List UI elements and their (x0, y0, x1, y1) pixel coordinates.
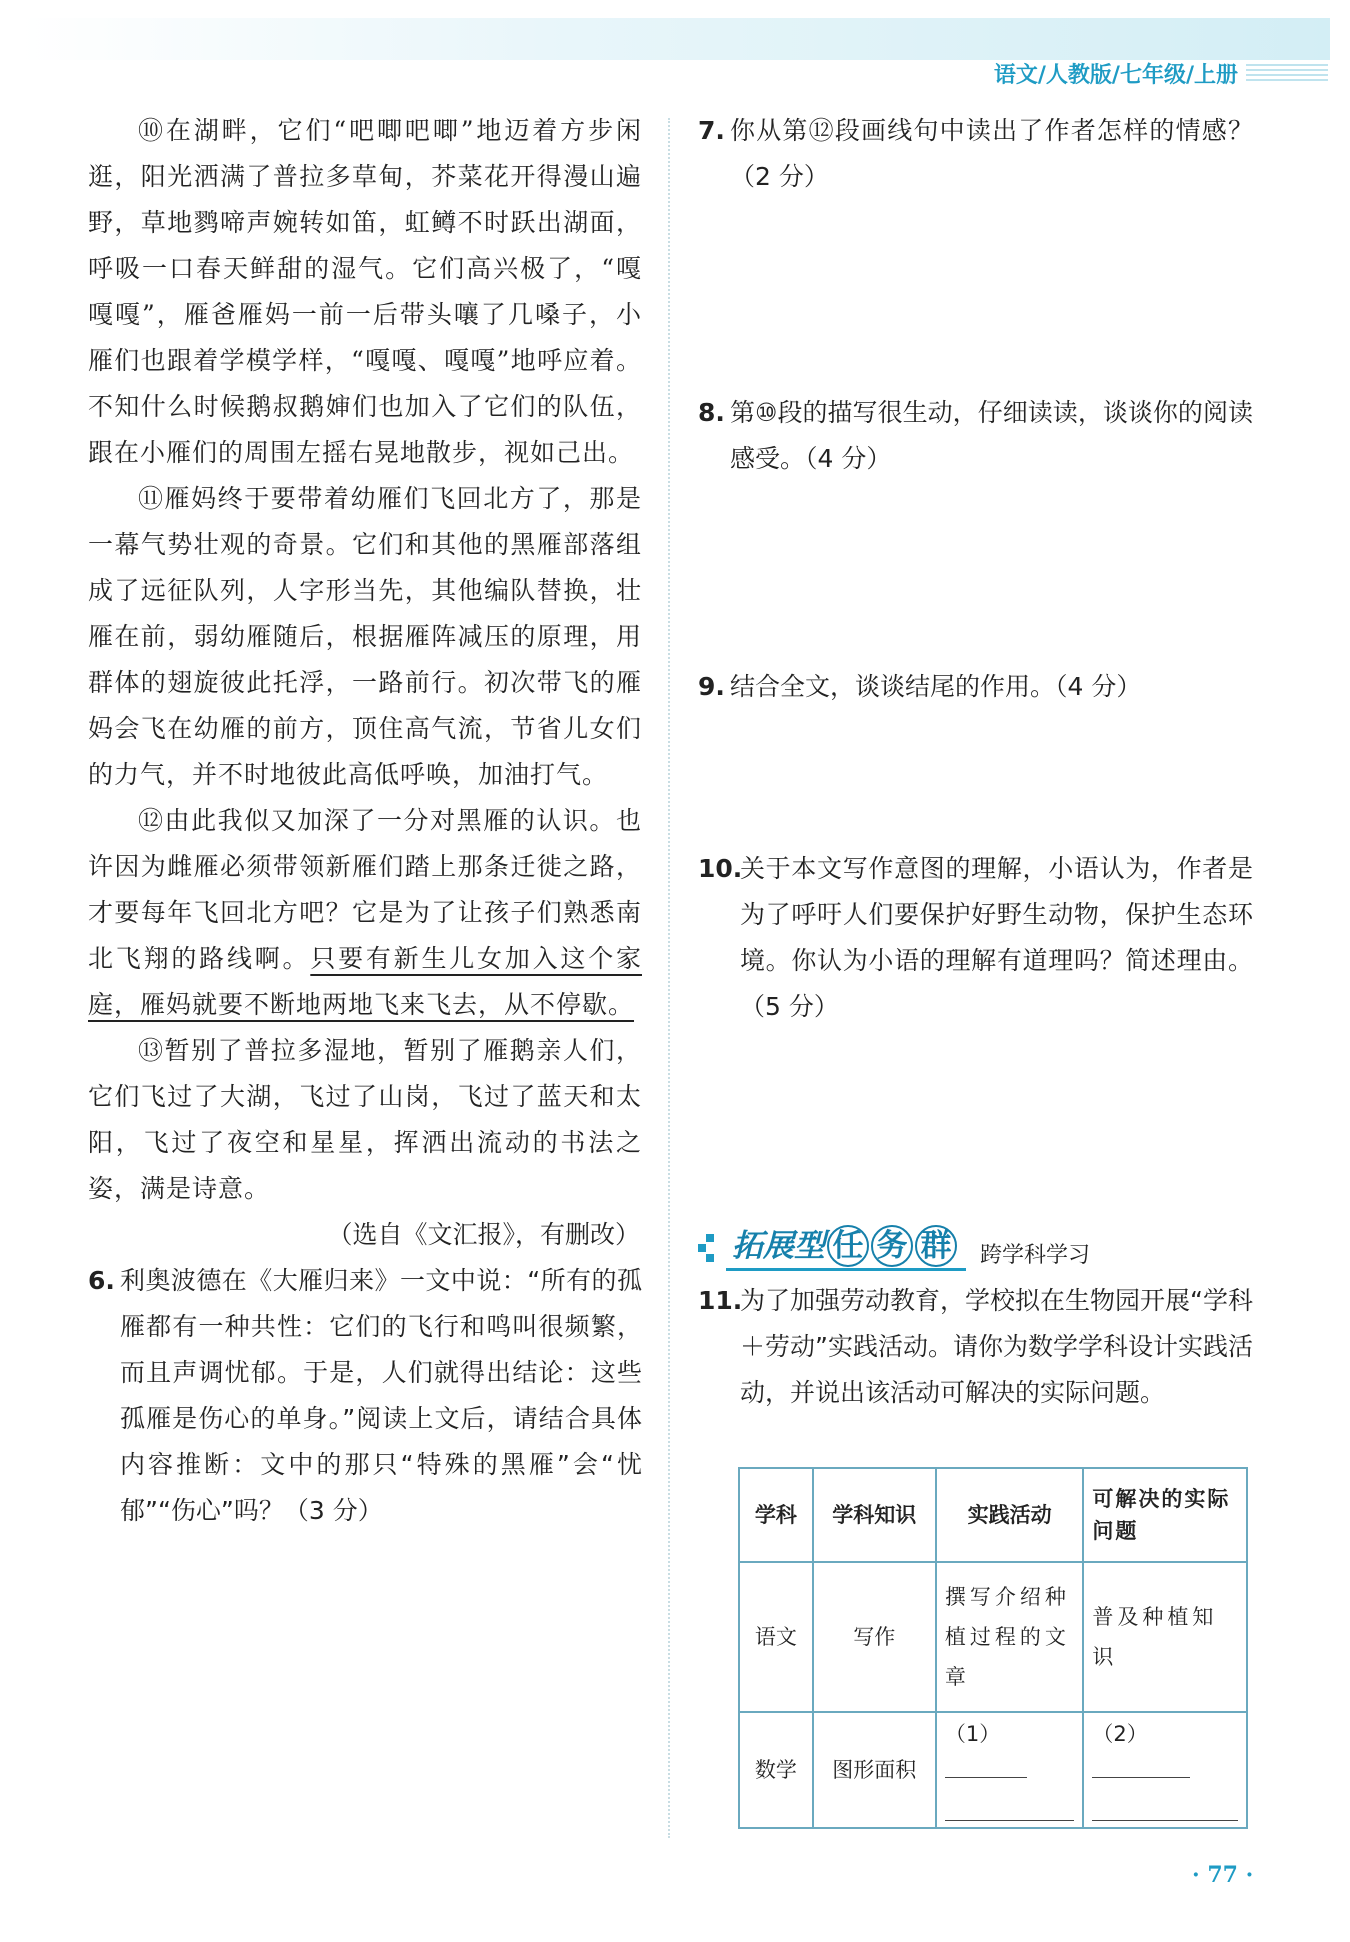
table-cell: 语文 (739, 1562, 813, 1712)
question-text: 结合全文，谈谈结尾的作用。（4 分） (730, 672, 1142, 701)
question-text: 关于本文写作意图的理解，小语认为，作者是为了呼吁人们要保护好野生动物，保护生态环境。你认为小语的理解有道理吗？简述理由。（5 分） (740, 854, 1253, 1021)
question-number: 9. (698, 672, 725, 701)
question-number: 7. (698, 116, 725, 145)
question-number: 11. (698, 1286, 743, 1315)
top-band (20, 18, 1330, 60)
title-char: 务 (871, 1225, 913, 1267)
table-cell: 普及种植知识 (1083, 1562, 1247, 1712)
task-section-subtitle: 跨学科学习 (980, 1243, 1091, 1268)
left-column (88, 108, 642, 1534)
paragraph-11: ⑪雁妈终于要带着幼雁们飞回北方了，那是一幕气势壮观的奇景。它们和其他的黑雁部落组成了远征队列，人字形当先，其他编队替换，壮雁在前，弱幼雁随后，根据雁阵减压的原理，用群体的翅旋彼此托浮，一路前行。初次带飞的雁妈会飞在幼雁的前方，顶住高气流，节省儿女们的力气，并不时地彼此高低呼唤，加油打气。 (88, 484, 642, 789)
question-number: 8. (698, 398, 725, 427)
answer-blank-line[interactable] (1092, 1790, 1238, 1821)
table-row (739, 1712, 1247, 1828)
answer-blank[interactable] (945, 1749, 1027, 1778)
book-header-label: 语文/人教版/七年级/上册 (993, 63, 1238, 88)
source-citation: （选自《文汇报》，有删改） (327, 1220, 640, 1249)
title-char: 任 (827, 1225, 869, 1267)
column-divider (668, 118, 670, 1838)
question-text: 第⑩段的描写很生动，仔细读读，谈谈你的阅读感受。（4 分） (730, 398, 1253, 473)
underlined-sentence: 只要有新生儿女加入这个家庭，雁妈就要不断地两地飞来飞去，从不停歇。 (88, 944, 642, 1019)
table-header-cell: 实践活动 (936, 1468, 1084, 1562)
question-text: 利奥波德在《大雁归来》一文中说：“所有的孤雁都有一种共性：它们的飞行和鸣叫很频繁，而且声调忧郁。于是，人们就得出结论：这些孤雁是伤心的单身。”阅读上文后，请结合具体内容推断：文中的那只“特殊的黑雁”会“忧郁”“伤心”吗？（3 分） (120, 1266, 642, 1525)
question-number: 10. (698, 854, 743, 883)
activity-answer-cell[interactable] (936, 1712, 1084, 1828)
table-row (739, 1562, 1247, 1712)
heading-decoration-icon (698, 1234, 722, 1264)
question-number: 6. (88, 1266, 115, 1295)
table-header-cell: 学科 (739, 1468, 813, 1562)
task-section-title (732, 1220, 957, 1267)
problem-answer-cell[interactable] (1083, 1712, 1247, 1828)
question-10 (698, 846, 1253, 1030)
title-char: 群 (915, 1225, 957, 1267)
page-number: · 77 · (1192, 1862, 1254, 1888)
paragraph-13: ⑬暂别了普拉多湿地，暂别了雁鹅亲人们，它们飞过了大湖，飞过了山岗，飞过了蓝天和太阳，飞过了夜空和星星，挥洒出流动的书法之姿，满是诗意。 (88, 1036, 642, 1203)
question-11 (698, 1278, 1253, 1416)
question-7 (698, 108, 1253, 200)
task-section-heading (698, 1218, 1258, 1276)
blank-label: （2） (1092, 1722, 1148, 1746)
answer-blank[interactable] (1092, 1749, 1190, 1778)
table-cell: 写作 (813, 1562, 936, 1712)
question-text: 你从第⑫段画线句中读出了作者怎样的情感？（2 分） (730, 116, 1253, 191)
blank-label: （1） (944, 1722, 1001, 1746)
answer-blank-line[interactable] (945, 1790, 1075, 1821)
table-cell: 数学 (739, 1712, 813, 1828)
paragraph-10: ⑩在湖畔，它们“吧唧吧唧”地迈着方步闲逛，阳光洒满了普拉多草甸，芥菜花开得漫山遍野，草地鹨啼声婉转如笛，虹鳟不时跃出湖面，呼吸一口春天鲜甜的湿气。它们高兴极了，“嘎嘎嘎”，雁爸雁妈一前一后带头嚷了几嗓子，小雁们也跟着学模学样，“嘎嘎、嘎嘎”地呼应着。不知什么时候鹅叔鹅婶们也加入了它们的队伍，跟在小雁们的周围左摇右晃地散步，视如己出。 (88, 116, 642, 467)
practice-activity-table (738, 1467, 1248, 1829)
table-cell: 图形面积 (813, 1712, 936, 1828)
question-9 (698, 664, 1253, 710)
title-prefix: 拓展型 (732, 1228, 825, 1264)
title-underline-bar (726, 1268, 966, 1271)
question-8 (698, 390, 1253, 482)
table-header-row (739, 1468, 1247, 1562)
table-cell: 撰写介绍种植过程的文章 (936, 1562, 1084, 1712)
table-header-cell: 可解决的实际问题 (1083, 1468, 1247, 1562)
header-decoration (1246, 64, 1328, 84)
question-6 (88, 1258, 642, 1534)
table-header-cell: 学科知识 (813, 1468, 936, 1562)
paragraph-12 (88, 798, 642, 1028)
question-text: 为了加强劳动教育，学校拟在生物园开展“学科＋劳动”实践活动。请你为数学学科设计实践活动，并说出该活动可解决的实际问题。 (740, 1286, 1253, 1407)
paragraph-12-text: ⑫由此我似又加深了一分对黑雁的认识。也许因为雌雁必须带领新雁们踏上那条迁徙之路，才要每年飞回北方吧？它是为了让孩子们熟悉南北飞翔的路线啊。 (88, 806, 642, 973)
